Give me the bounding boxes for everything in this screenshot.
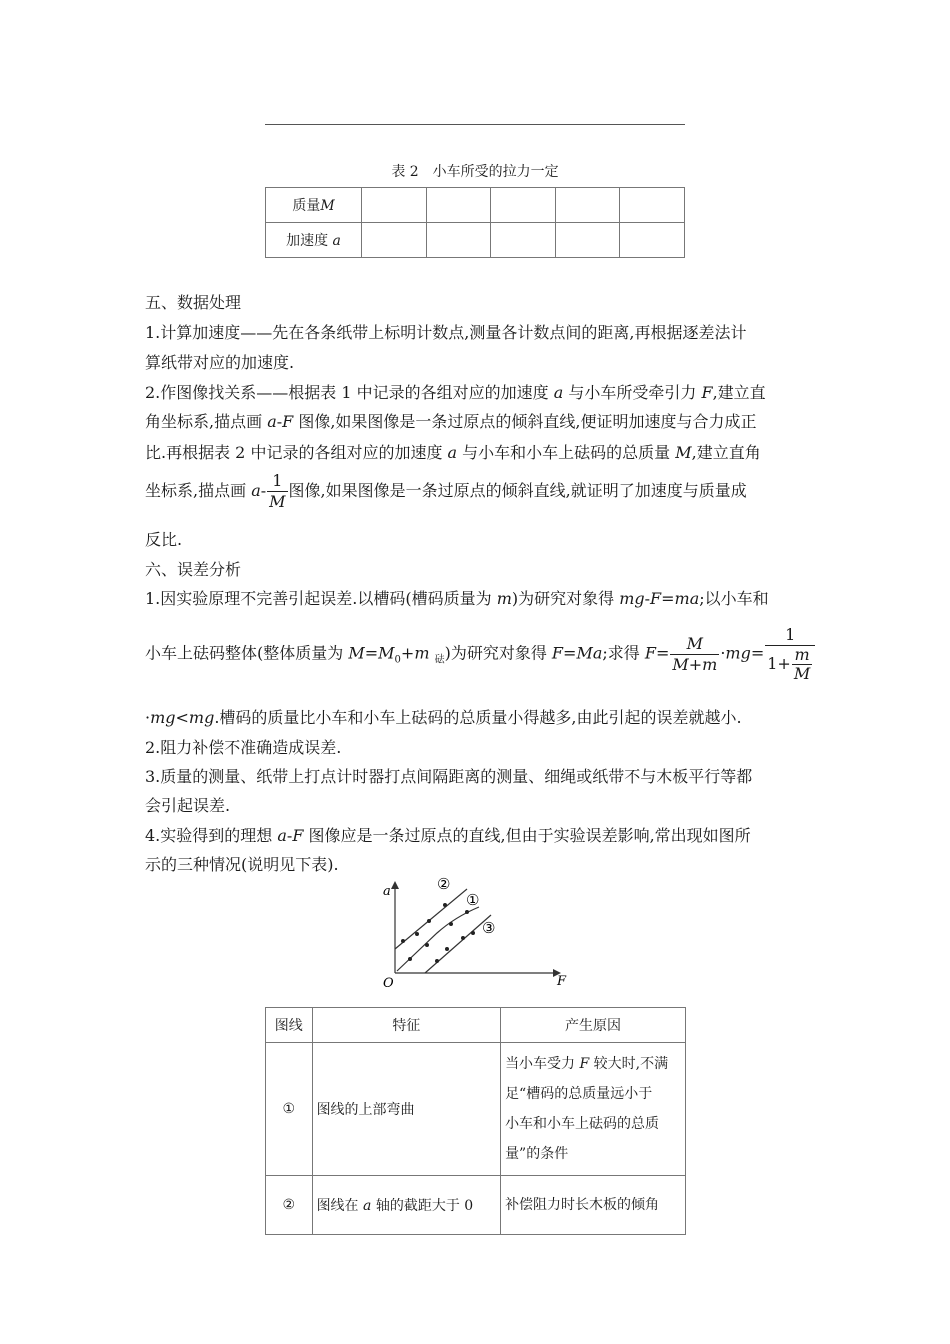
- y-axis-arrow-icon: [391, 881, 399, 889]
- s6-line-7: 4.实验得到的理想 a-F 图像应是一条过原点的直线,但由于实验误差影响,常出现如图所: [145, 826, 751, 845]
- table-row: [266, 1176, 686, 1235]
- s6-line-4: 2.阻力补偿不准确造成误差.: [145, 738, 342, 757]
- data-point: [449, 922, 453, 926]
- row-feature: 图线在 a 轴的截距大于 0: [312, 1176, 501, 1235]
- data-point: [445, 947, 449, 951]
- table2: [265, 187, 685, 258]
- s5-line-4: 角坐标系,描点画 a-F 图像,如果图像是一条过原点的倾斜直线,便证明加速度与合力成正: [145, 412, 757, 431]
- fraction-1-over-M: $\frac{1}{M}$: [269, 471, 286, 511]
- s6-line-6: 会引起误差.: [145, 796, 231, 815]
- row-reason: 当小车受力 F 较大时,不满 足“槽码的总质量远小于 小车和小车上砝码的总质 量”的条件: [501, 1043, 686, 1176]
- data-point: [427, 919, 431, 923]
- s6-line-8: 示的三种情况(说明见下表).: [145, 855, 339, 874]
- s6-line-2: 小车上砝码整体(整体质量为 $M=M_0+m$ $_砝$)为研究对象得 F=Ma;求得 F= $\frac{M}{M+m}$ ·mg= 1 1+ $\frac{m}{M}$: [145, 625, 805, 683]
- data-point: [401, 939, 405, 943]
- table-row: [266, 223, 685, 258]
- error-analysis-table: [265, 1007, 686, 1235]
- section-5-title: 五、数据处理: [145, 293, 242, 312]
- curve-label-1: ①: [466, 891, 480, 909]
- s5-line-7: 反比.: [145, 530, 183, 549]
- data-point: [435, 959, 439, 963]
- table-header-row: [266, 1008, 686, 1043]
- row-mark: ②: [266, 1176, 313, 1235]
- header-cell: 产生原因: [501, 1008, 686, 1043]
- table2-caption: 表 2 小车所受的拉力一定: [391, 164, 559, 180]
- s5-line-1: 1.计算加速度——先在各条纸带上标明计数点,测量各计数点间的距离,再根据逐差法计: [145, 323, 747, 342]
- data-point: [425, 943, 429, 947]
- data-point: [465, 910, 469, 914]
- s5-line-2: 算纸带对应的加速度.: [145, 353, 295, 372]
- table-cell-label: 质量M: [266, 188, 362, 223]
- data-point: [415, 932, 419, 936]
- data-point: [461, 936, 465, 940]
- s5-line-5: 比.再根据表 2 中记录的各组对应的加速度 a 与小车和小车上砝码的总质量 M,建立直角: [145, 443, 761, 462]
- row-feature: 图线的上部弯曲: [312, 1043, 501, 1176]
- y-axis-label: a: [383, 884, 391, 899]
- table-row: [266, 188, 685, 223]
- s5-line-6: 坐标系,描点画 a- $\frac{1}{M}$ 图像,如果图像是一条过原点的倾斜直线,就证明了加速度与质量成: [145, 471, 747, 511]
- curve-label-2: ②: [437, 875, 451, 893]
- origin-label: O: [383, 976, 394, 991]
- row-mark: ①: [266, 1043, 313, 1176]
- data-point: [471, 931, 475, 935]
- data-point: [408, 957, 412, 961]
- s6-line-3: ·mg<mg.槽码的质量比小车和小车上砝码的总质量小得越多,由此引起的误差就越小.: [145, 708, 742, 727]
- x-axis-label: F: [557, 974, 567, 989]
- fraction-M-over-M-plus-m: $\frac{M}{M+m}$: [672, 633, 718, 674]
- section-6-title: 六、误差分析: [145, 560, 242, 579]
- s6-line-5: 3.质量的测量、纸带上打点计时器打点间隔距离的测量、细绳或纸带不与木板平行等都: [145, 767, 753, 786]
- s6-line-1: 1.因实验原理不完善引起误差.以槽码(槽码质量为 m)为研究对象得 mg-F=ma;以小车和: [145, 589, 769, 608]
- table-cell-label: 加速度 a: [266, 223, 362, 258]
- header-cell: 图线: [266, 1008, 313, 1043]
- s5-line-3: 2.作图像找关系——根据表 1 中记录的各组对应的加速度 a 与小车所受牵引力 F,建立直: [145, 383, 766, 402]
- row-reason: 补偿阻力时长木板的倾角: [501, 1176, 686, 1235]
- a-F-graph: [375, 875, 575, 993]
- data-point: [443, 903, 447, 907]
- fraction-1-over-1-plus-m-over-M: 1 1+ $\frac{m}{M}$: [765, 625, 815, 683]
- header-cell: 特征: [312, 1008, 501, 1043]
- curve-label-3: ③: [482, 919, 496, 937]
- table-row: [266, 1043, 686, 1176]
- top-divider: [265, 124, 685, 125]
